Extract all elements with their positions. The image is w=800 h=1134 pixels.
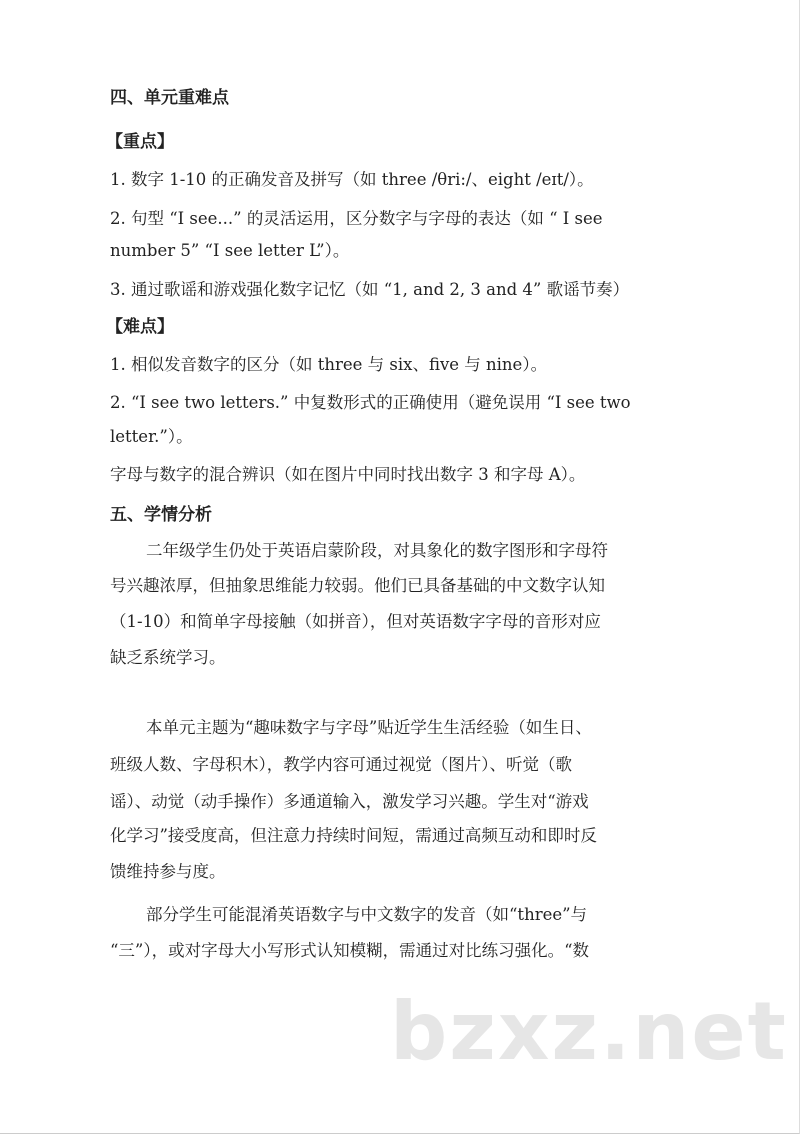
paragraph-line: 谣）、动觉（动手操作）多通道输入，激发学习兴趣。学生对“游戏 [110,792,589,811]
key-points-label: 【重点】 [106,132,174,152]
difficult-point: 2. “I see two letters.” 中复数形式的正确使用（避免误用 “I see two [110,393,631,412]
difficult-point: letter.”）。 [110,427,193,446]
key-point: number 5” “I see letter L”）。 [110,241,350,260]
key-point: 3. 通过歌谣和游戏强化数字记忆（如 “1, and 2, 3 and 4” 歌谣节奏） [110,280,630,299]
section5-heading: 五、学情分析 [110,505,212,525]
paragraph-line: 本单元主题为“趣味数字与字母”贴近学生生活经验（如生日、 [146,718,592,737]
paragraph-line: （1-10）和简单字母接触（如拼音），但对英语数字字母的音形对应 [110,612,601,631]
paragraph-line: 化学习”接受度高，但注意力持续时间短，需通过高频互动和即时反 [110,826,597,845]
watermark: bzxz.net [390,985,788,1078]
paragraph-line: “三”），或对字母大小写形式认知模糊，需通过对比练习强化。“数 [110,941,590,960]
paragraph-line: 号兴趣浓厚，但抽象思维能力较弱。他们已具备基础的中文数字认知 [110,576,605,595]
key-point: 2. 句型 “I see...” 的灵活运用，区分数字与字母的表达（如 “ I see [110,209,603,228]
difficult-point: 1. 相似发音数字的区分（如 three 与 six、five 与 nine）。 [110,355,548,374]
paragraph-line: 缺乏系统学习。 [110,648,226,667]
paragraph-line: 馈维持参与度。 [110,862,226,881]
key-point: 1. 数字 1-10 的正确发音及拼写（如 three /θri:/、eight /eɪt/）。 [110,170,594,189]
difficult-points-label: 【难点】 [106,317,174,337]
paragraph-line: 部分学生可能混淆英语数字与中文数字的发音（如“three”与 [146,905,588,924]
difficult-point: 字母与数字的混合辨识（如在图片中同时找出数字 3 和字母 A）。 [110,465,586,484]
section4-heading: 四、单元重难点 [110,88,229,108]
paragraph-line: 班级人数、字母积木），教学内容可通过视觉（图片）、听觉（歌 [110,755,572,774]
paragraph-line: 二年级学生仍处于英语启蒙阶段，对具象化的数字图形和字母符 [146,541,608,560]
